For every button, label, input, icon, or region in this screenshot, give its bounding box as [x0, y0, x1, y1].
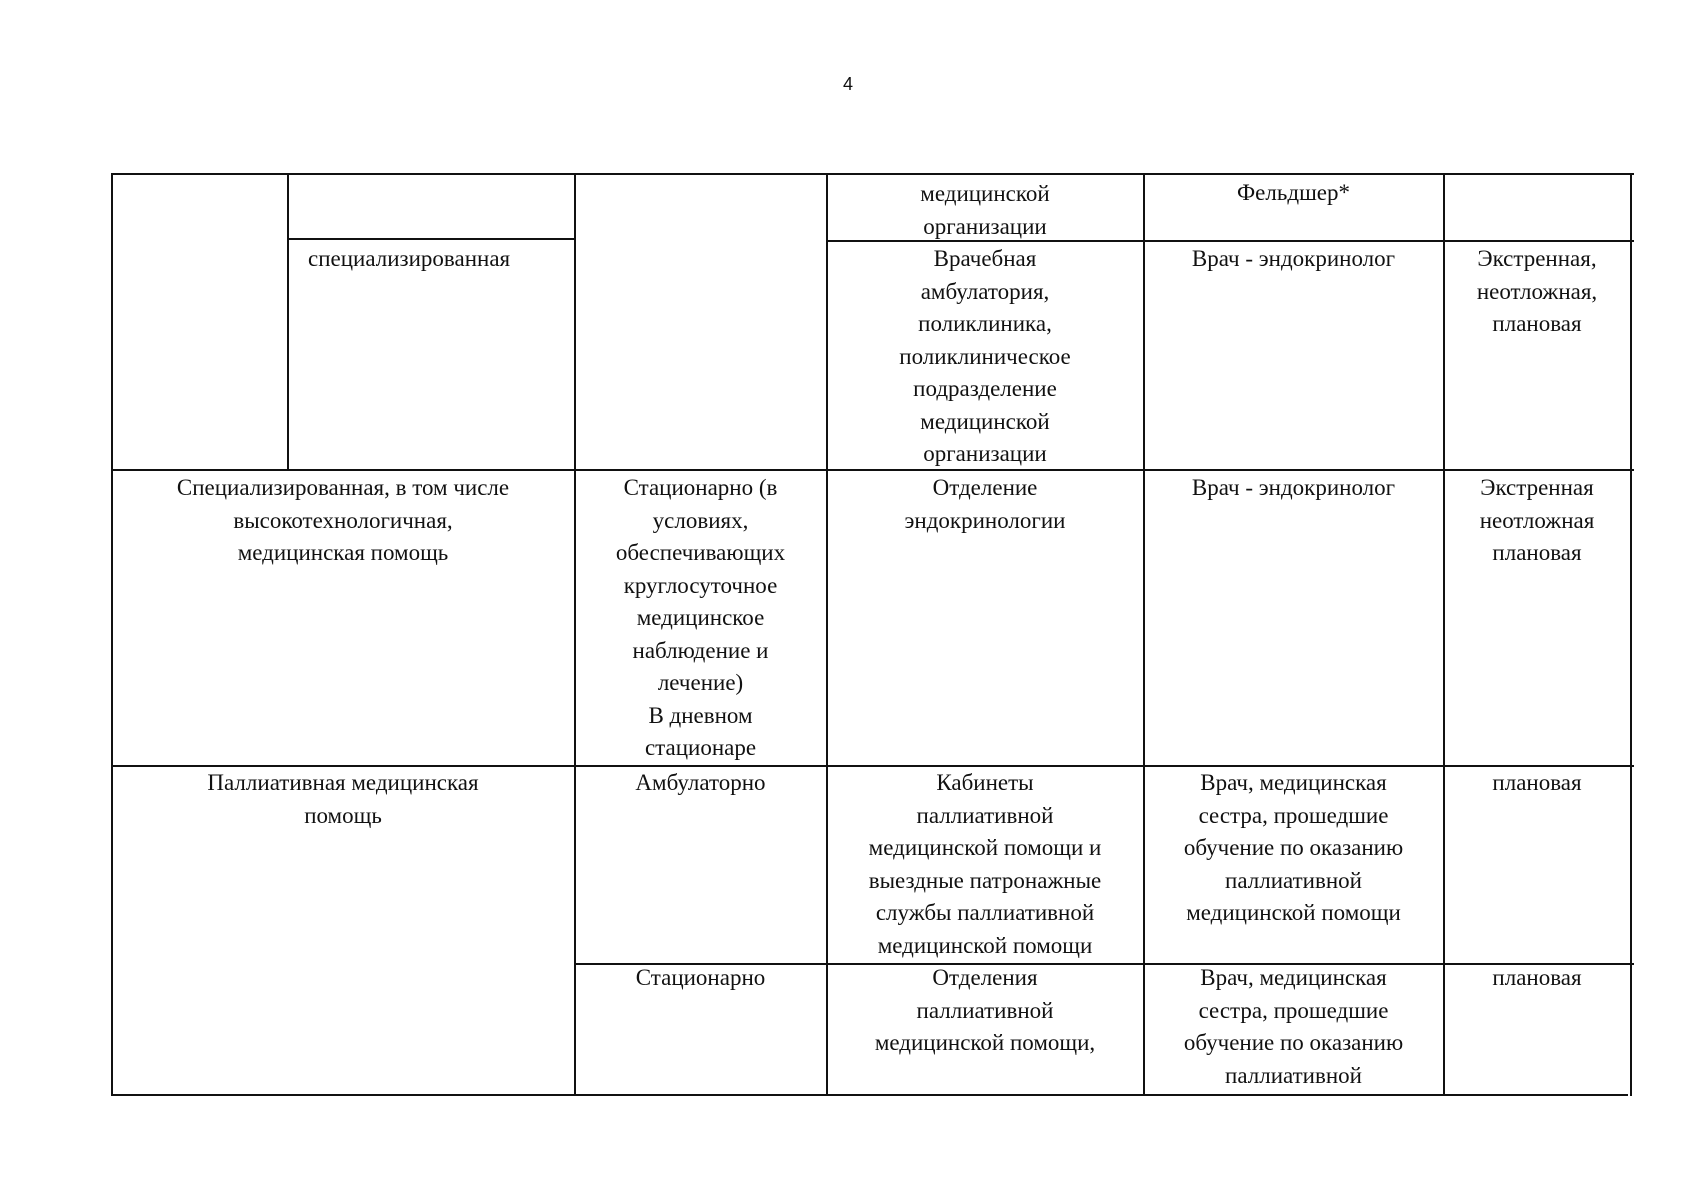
cell-care-form: Экстренная неотложная плановая	[1479, 475, 1595, 565]
cell-care-form: плановая	[1492, 770, 1582, 795]
column-divider	[1143, 173, 1145, 1096]
cell-care-type: Паллиативная медицинская помощь	[207, 770, 479, 828]
cell-staff: Врач, медицинская сестра, прошедшие обучение по оказанию паллиативной медицинской помощи	[1183, 770, 1404, 925]
cell-facility: Отделение эндокринологии	[904, 475, 1066, 533]
cell-facility: Кабинеты паллиативной медицинской помощи и выездные патронажные службы паллиативной медицинской помощи	[868, 770, 1102, 958]
cell-care-form: плановая	[1492, 965, 1582, 990]
row-divider	[287, 238, 575, 240]
table-border-right	[1630, 173, 1632, 1096]
page-number: 4	[842, 74, 853, 94]
column-divider	[287, 173, 289, 471]
cell-facility: Врачебная амбулатория, поликлиника, поликлиническое подразделение медицинской организации	[899, 246, 1071, 466]
table-border-top	[111, 173, 1634, 175]
cell-conditions: Стационарно (в условиях, обеспечивающих круглосуточное медицинское наблюдение и лечение) В дневном стационаре	[615, 475, 786, 760]
cell-conditions: Амбулаторно	[635, 770, 766, 795]
cell-staff: Врач - эндокринолог	[1191, 475, 1396, 500]
cell-conditions: Стационарно	[635, 965, 766, 990]
cell-staff: Врач - эндокринолог	[1191, 246, 1396, 271]
cell-staff: Врач, медицинская сестра, прошедшие обучение по оказанию паллиативной	[1183, 965, 1404, 1088]
cell-care-type: Специализированная, в том числе высокотехнологичная, медицинская помощь	[176, 475, 510, 565]
cell-facility: медицинской организации	[920, 181, 1050, 239]
cell-staff: Фельдшер*	[1237, 180, 1350, 205]
cell-facility: Отделения паллиативной медицинской помощи,	[874, 965, 1096, 1055]
cell-care-type: специализированная	[308, 246, 511, 271]
table-border-left	[111, 173, 113, 1096]
table-border-bottom	[111, 1094, 1628, 1096]
cell-care-form: Экстренная, неотложная, плановая	[1476, 246, 1598, 336]
